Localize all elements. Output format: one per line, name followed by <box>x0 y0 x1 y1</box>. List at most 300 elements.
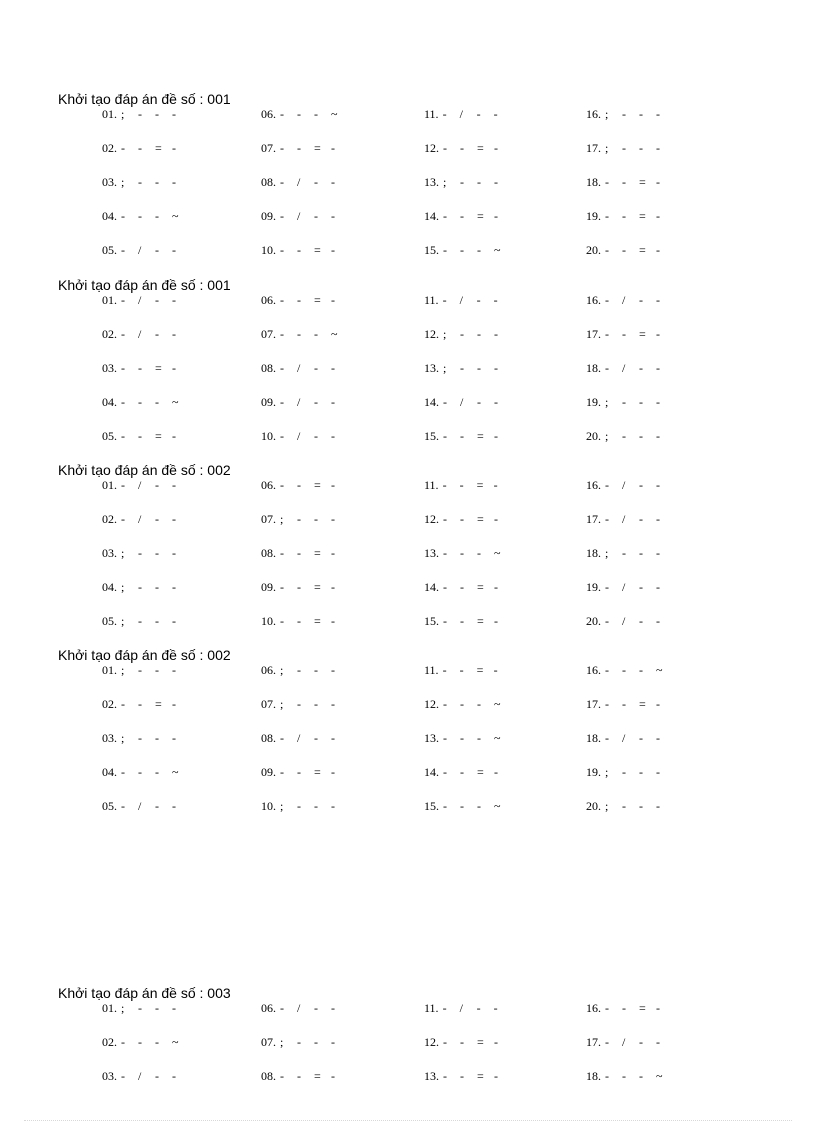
answer-mark: - <box>172 429 176 443</box>
question-number: 05. <box>102 243 117 257</box>
answer-mark: - <box>121 478 125 492</box>
answer-mark: ; <box>121 1001 125 1015</box>
answer-mark: ; <box>443 175 447 189</box>
answer-item <box>261 242 348 258</box>
answer-marks <box>121 798 189 814</box>
answer-marks <box>121 545 189 561</box>
answer-mark: - <box>639 141 643 155</box>
answer-mark: - <box>442 107 447 121</box>
answer-marks <box>443 140 511 156</box>
answer-mark: ; <box>121 663 125 677</box>
answer-mark: - <box>138 1035 142 1049</box>
answer-marks <box>280 1000 348 1016</box>
question-number: 09. <box>261 395 276 409</box>
answer-mark: - <box>314 429 318 443</box>
question-number: 07. <box>261 1035 276 1049</box>
answer-mark: / <box>138 478 142 492</box>
answer-mark: / <box>138 799 142 813</box>
answer-mark: - <box>622 243 626 257</box>
answer-mark: - <box>155 546 159 560</box>
answer-mark: - <box>494 327 498 341</box>
answer-mark: - <box>622 799 626 813</box>
answer-item <box>102 140 189 156</box>
block-title: Khởi tạo đáp án đề số : 001 <box>58 91 231 107</box>
answer-marks <box>280 511 348 527</box>
answer-mark: ~ <box>172 1035 179 1049</box>
answer-mark: - <box>622 1001 626 1015</box>
question-number: 14. <box>424 395 439 409</box>
answer-marks <box>443 106 511 122</box>
answer-mark: - <box>443 395 447 409</box>
answer-item <box>102 174 189 190</box>
question-number: 08. <box>261 175 276 189</box>
question-number: 09. <box>261 209 276 223</box>
answer-marks <box>280 140 348 156</box>
question-number: 19. <box>586 765 601 779</box>
question-number: 06. <box>261 478 276 492</box>
answer-mark: = <box>155 697 162 711</box>
answer-mark: - <box>443 1035 447 1049</box>
answer-mark: - <box>622 697 626 711</box>
answer-mark: - <box>280 243 284 257</box>
answer-marks <box>605 662 673 678</box>
answer-item <box>424 1000 511 1016</box>
answer-mark: - <box>494 765 498 779</box>
answer-item <box>102 764 189 780</box>
answer-item <box>424 662 511 678</box>
answer-mark: / <box>622 512 626 526</box>
answer-marks <box>605 242 673 258</box>
question-number: 08. <box>261 546 276 560</box>
answer-block <box>58 462 758 628</box>
block-title: Khởi tạo đáp án đề số : 001 <box>58 277 231 293</box>
question-number: 14. <box>424 580 439 594</box>
question-number: 14. <box>424 765 439 779</box>
answer-mark: - <box>331 293 335 307</box>
answer-mark: = <box>477 512 484 526</box>
answer-mark: - <box>331 429 335 443</box>
answer-mark: = <box>314 478 321 492</box>
answer-item <box>261 140 348 156</box>
question-number: 01. <box>102 293 117 307</box>
answer-mark: - <box>656 327 660 341</box>
question-number: 01. <box>102 663 117 677</box>
answer-mark: - <box>622 663 626 677</box>
question-number: 02. <box>102 512 117 526</box>
answer-mark: - <box>121 293 125 307</box>
answer-mark: - <box>656 107 660 121</box>
answer-marks <box>121 696 189 712</box>
answer-mark: - <box>280 209 284 223</box>
answer-item <box>424 545 511 561</box>
answer-item <box>261 360 348 376</box>
answer-mark: - <box>656 361 660 375</box>
answer-mark: - <box>443 141 447 155</box>
answer-marks <box>121 511 189 527</box>
answer-mark: - <box>605 1069 609 1083</box>
answer-mark: ; <box>121 107 125 121</box>
answer-item <box>586 798 673 814</box>
answer-mark: - <box>494 1069 498 1083</box>
answer-mark: - <box>442 293 447 307</box>
answer-mark: - <box>639 614 643 628</box>
answer-mark: - <box>121 361 125 375</box>
answer-item <box>261 477 348 493</box>
answer-mark: = <box>477 429 484 443</box>
answer-item <box>102 579 189 595</box>
answer-mark: - <box>460 209 464 223</box>
answer-marks <box>443 428 511 444</box>
answer-marks <box>121 326 189 342</box>
answer-item <box>424 174 511 190</box>
answer-mark: ~ <box>656 1069 663 1083</box>
block-title: Khởi tạo đáp án đề số : 003 <box>58 985 231 1001</box>
answer-mark: = <box>639 175 646 189</box>
answer-marks <box>121 662 189 678</box>
answer-mark: - <box>155 1069 159 1083</box>
answer-mark: ~ <box>172 765 179 779</box>
answer-item <box>102 662 189 678</box>
question-number: 13. <box>424 175 439 189</box>
answer-mark: - <box>460 731 464 745</box>
answer-marks <box>443 1068 511 1084</box>
answer-mark: - <box>297 580 301 594</box>
answer-item <box>586 579 673 595</box>
answer-mark: = <box>155 361 162 375</box>
answer-mark: - <box>121 799 125 813</box>
answer-marks <box>280 798 348 814</box>
question-number: 04. <box>102 395 117 409</box>
answer-mark: - <box>477 327 481 341</box>
answer-mark: - <box>639 765 643 779</box>
answer-mark: - <box>138 546 142 560</box>
answer-marks <box>280 174 348 190</box>
answer-mark: / <box>297 175 301 189</box>
question-number: 12. <box>424 697 439 711</box>
answer-mark: - <box>155 765 159 779</box>
answer-mark: - <box>605 478 609 492</box>
answer-mark: - <box>494 209 498 223</box>
answer-mark: - <box>172 799 176 813</box>
answer-mark: - <box>605 697 609 711</box>
answer-mark: - <box>155 731 159 745</box>
question-number: 18. <box>586 546 601 560</box>
answer-marks <box>443 798 511 814</box>
answer-item <box>261 579 348 595</box>
answer-mark: - <box>297 765 301 779</box>
answer-item <box>261 1000 348 1016</box>
answer-mark: - <box>314 395 318 409</box>
answer-item <box>424 360 511 376</box>
answer-marks <box>443 477 511 493</box>
answer-item <box>586 140 673 156</box>
answer-mark: = <box>155 141 162 155</box>
answer-marks <box>280 696 348 712</box>
question-number: 17. <box>586 327 601 341</box>
answer-marks <box>280 242 348 258</box>
answer-mark: - <box>138 697 142 711</box>
answer-mark: - <box>331 765 335 779</box>
answer-item <box>424 1068 511 1084</box>
answer-mark: / <box>622 731 626 745</box>
question-number: 08. <box>261 1069 276 1083</box>
answer-mark: - <box>493 293 498 307</box>
answer-mark: - <box>622 429 626 443</box>
answer-marks <box>605 798 673 814</box>
answer-item <box>102 292 189 308</box>
answer-mark: - <box>656 175 660 189</box>
answer-mark: - <box>460 580 464 594</box>
answer-mark: - <box>460 361 464 375</box>
answer-mark: = <box>639 209 646 223</box>
answer-mark: - <box>656 799 660 813</box>
answer-marks <box>443 174 511 190</box>
question-number: 08. <box>261 361 276 375</box>
answer-mark: ; <box>605 799 609 813</box>
answer-mark: / <box>622 614 626 628</box>
answer-marks <box>280 764 348 780</box>
question-number: 11. <box>424 293 439 307</box>
answer-mark: - <box>297 327 301 341</box>
answer-item <box>261 662 348 678</box>
answer-marks <box>121 579 189 595</box>
answer-marks <box>443 242 511 258</box>
answer-marks <box>280 360 348 376</box>
answer-mark: - <box>494 175 498 189</box>
answer-mark: - <box>494 512 498 526</box>
answer-mark: = <box>155 429 162 443</box>
answer-item <box>261 730 348 746</box>
answer-mark: - <box>138 209 142 223</box>
answer-item <box>586 477 673 493</box>
answer-mark: - <box>639 546 643 560</box>
answer-mark: - <box>314 663 318 677</box>
answer-mark: - <box>297 663 301 677</box>
answer-mark: - <box>460 697 464 711</box>
answer-mark: - <box>280 175 284 189</box>
answer-mark: ~ <box>331 107 338 121</box>
answer-mark: - <box>331 1035 335 1049</box>
answer-mark: = <box>314 1069 321 1083</box>
answer-mark: - <box>639 663 643 677</box>
answer-mark: - <box>605 243 609 257</box>
question-number: 03. <box>102 361 117 375</box>
answer-marks <box>121 730 189 746</box>
answer-mark: - <box>460 512 464 526</box>
question-number: 19. <box>586 395 601 409</box>
answer-mark: = <box>476 663 484 677</box>
answer-item <box>424 764 511 780</box>
answer-mark: - <box>331 580 335 594</box>
answer-mark: - <box>443 697 447 711</box>
answer-mark: ~ <box>494 731 501 745</box>
answer-mark: - <box>605 1035 609 1049</box>
answer-mark: - <box>331 1001 335 1015</box>
answer-item <box>102 242 189 258</box>
answer-mark: - <box>605 580 609 594</box>
question-number: 05. <box>102 614 117 628</box>
answer-marks <box>605 326 673 342</box>
answer-mark: - <box>656 731 660 745</box>
question-number: 07. <box>261 697 276 711</box>
question-number: 18. <box>586 361 601 375</box>
answer-mark: - <box>172 614 176 628</box>
answer-marks <box>280 208 348 224</box>
question-number: 16. <box>586 293 601 307</box>
answer-mark: - <box>443 614 447 628</box>
answer-item <box>102 106 189 122</box>
answer-mark: - <box>138 663 142 677</box>
answer-mark: - <box>443 429 447 443</box>
answer-mark: - <box>314 175 318 189</box>
question-number: 09. <box>261 765 276 779</box>
question-number: 02. <box>102 327 117 341</box>
answer-mark: - <box>331 478 335 492</box>
answer-mark: - <box>314 697 318 711</box>
answer-mark: - <box>605 293 609 307</box>
question-number: 03. <box>102 1069 117 1083</box>
answer-mark: - <box>493 107 498 121</box>
answer-marks <box>605 360 673 376</box>
answer-mark: - <box>493 663 498 677</box>
answer-mark: - <box>121 512 125 526</box>
question-number: 06. <box>261 1001 276 1015</box>
answer-mark: - <box>155 243 159 257</box>
answer-marks <box>443 696 511 712</box>
answer-mark: ; <box>605 141 609 155</box>
answer-mark: ~ <box>494 799 501 813</box>
answer-mark: - <box>121 141 125 155</box>
answer-item <box>261 696 348 712</box>
answer-mark: / <box>459 107 463 121</box>
answer-marks <box>121 1034 189 1050</box>
answer-item <box>261 511 348 527</box>
answer-marks <box>605 545 673 561</box>
answer-mark: - <box>331 697 335 711</box>
answer-item <box>586 326 673 342</box>
question-number: 11. <box>424 1001 439 1015</box>
answer-mark: - <box>121 765 125 779</box>
answer-item <box>102 326 189 342</box>
answer-mark: - <box>443 512 447 526</box>
answer-mark: ; <box>605 765 609 779</box>
answer-mark: - <box>297 697 301 711</box>
answer-mark: - <box>155 614 159 628</box>
answer-mark: - <box>656 293 660 307</box>
question-number: 11. <box>424 478 439 492</box>
answer-item <box>424 326 511 342</box>
answer-marks <box>121 428 189 444</box>
answer-item <box>424 511 511 527</box>
answer-mark: - <box>172 243 176 257</box>
question-number: 17. <box>586 512 601 526</box>
answer-marks <box>443 1034 511 1050</box>
answer-mark: ; <box>121 546 125 560</box>
answer-item <box>102 1068 189 1084</box>
question-number: 12. <box>424 1035 439 1049</box>
answer-marks <box>605 696 673 712</box>
answer-mark: - <box>605 361 609 375</box>
answer-marks <box>280 730 348 746</box>
answer-mark: - <box>460 1035 464 1049</box>
answer-mark: - <box>297 1069 301 1083</box>
answer-mark: - <box>639 731 643 745</box>
answer-mark: - <box>331 799 335 813</box>
answer-mark: - <box>494 395 498 409</box>
answer-mark: - <box>280 1069 284 1083</box>
question-number: 02. <box>102 1035 117 1049</box>
answer-marks <box>605 579 673 595</box>
answer-item <box>261 326 348 342</box>
answer-marks <box>605 174 673 190</box>
answer-item <box>261 1068 348 1084</box>
answer-item <box>102 613 189 629</box>
answer-marks <box>443 662 511 678</box>
answer-mark: - <box>605 663 609 677</box>
answer-marks <box>605 208 673 224</box>
answer-marks <box>121 1000 189 1016</box>
answer-marks <box>280 394 348 410</box>
answer-marks <box>605 428 673 444</box>
answer-mark: - <box>280 361 284 375</box>
answer-item <box>586 208 673 224</box>
answer-mark: - <box>172 697 176 711</box>
answer-mark: - <box>460 546 464 560</box>
answer-marks <box>605 613 673 629</box>
answer-mark: ; <box>443 361 447 375</box>
answer-mark: - <box>121 209 125 223</box>
question-number: 20. <box>586 799 601 813</box>
answer-mark: - <box>155 175 159 189</box>
answer-mark: - <box>280 395 284 409</box>
answer-mark: - <box>297 243 301 257</box>
answer-mark: - <box>138 580 142 594</box>
answer-item <box>102 428 189 444</box>
answer-mark: - <box>280 765 284 779</box>
question-number: 03. <box>102 546 117 560</box>
answer-mark: ; <box>280 512 284 526</box>
answer-mark: - <box>622 395 626 409</box>
answer-mark: - <box>477 175 481 189</box>
answer-mark: ~ <box>656 663 663 677</box>
answer-marks <box>443 545 511 561</box>
answer-item <box>424 613 511 629</box>
answer-item <box>261 292 348 308</box>
answer-marks <box>121 394 189 410</box>
answer-item <box>261 208 348 224</box>
answer-item <box>261 545 348 561</box>
answer-mark: - <box>443 1069 447 1083</box>
answer-item <box>586 545 673 561</box>
answer-mark: - <box>494 361 498 375</box>
answer-mark: ; <box>121 731 125 745</box>
answer-mark: = <box>314 580 321 594</box>
answer-mark: ~ <box>494 697 501 711</box>
answer-mark: - <box>605 327 609 341</box>
answer-mark: - <box>280 107 284 121</box>
answer-mark: - <box>460 327 464 341</box>
answer-marks <box>605 1068 673 1084</box>
answer-mark: - <box>477 731 481 745</box>
answer-marks <box>121 174 189 190</box>
answer-mark: - <box>280 614 284 628</box>
answer-marks <box>443 730 511 746</box>
question-number: 04. <box>102 580 117 594</box>
answer-mark: - <box>280 293 284 307</box>
answer-item <box>102 730 189 746</box>
question-number: 19. <box>586 209 601 223</box>
question-number: 15. <box>424 243 439 257</box>
